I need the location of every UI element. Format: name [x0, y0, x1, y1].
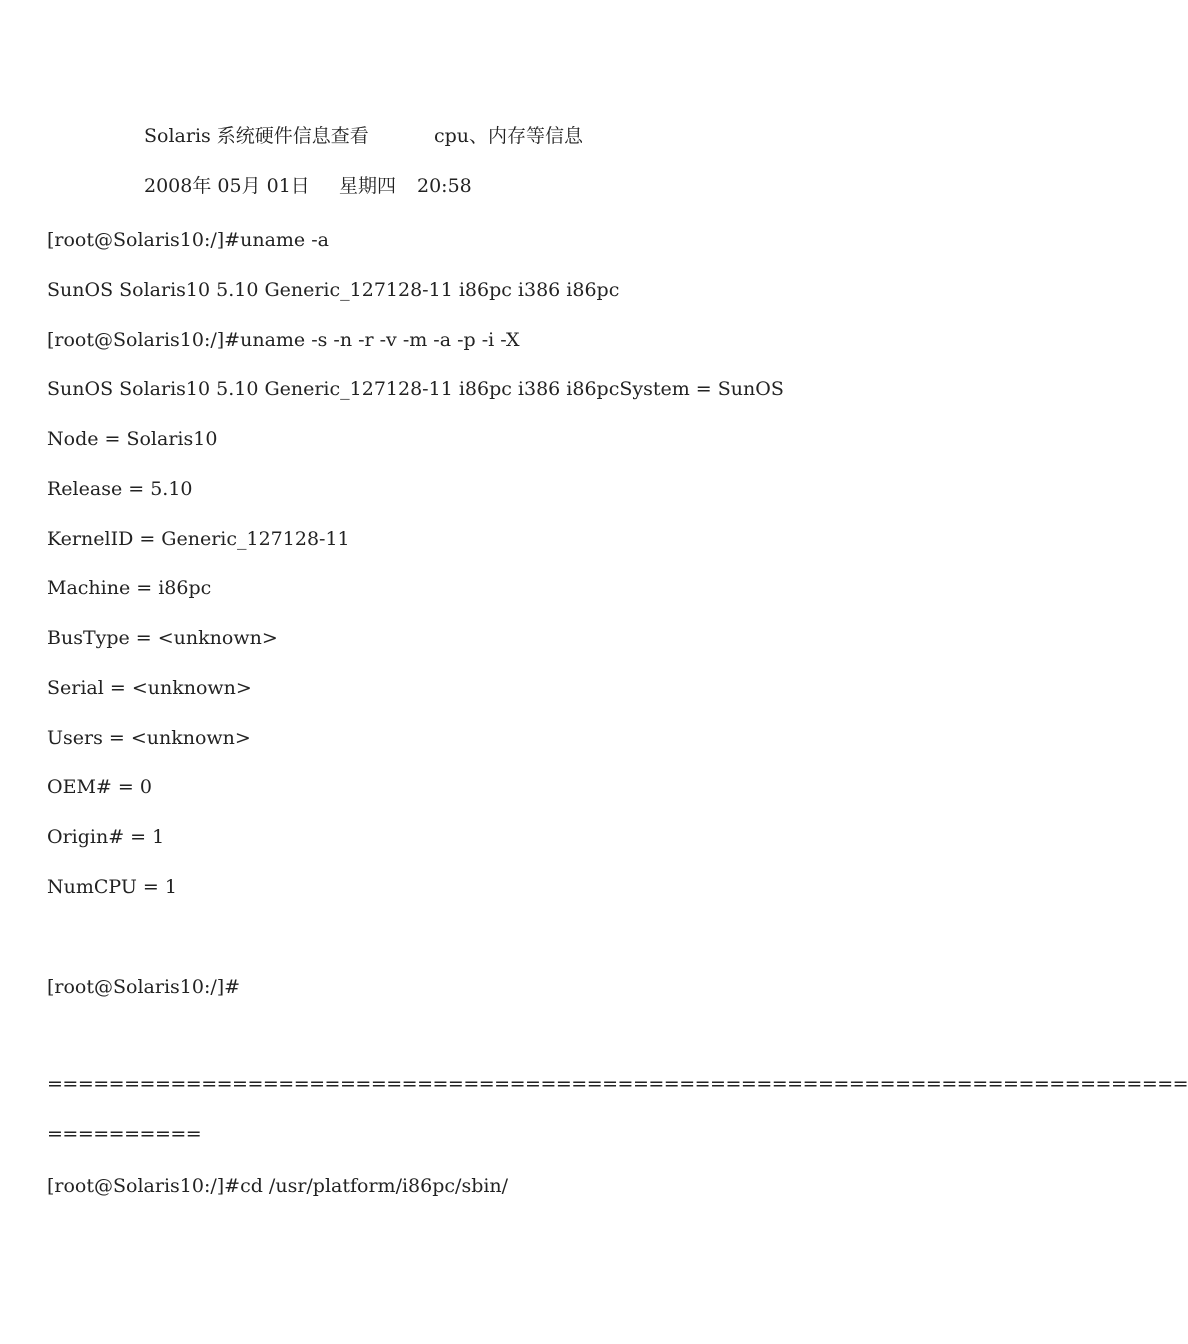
doc-title-right: cpu、内存等信息: [434, 125, 584, 147]
terminal-line: [root@Solaris10:/]#uname -a: [47, 229, 329, 251]
terminal-line: Release = 5.10: [47, 478, 193, 500]
terminal-line: SunOS Solaris10 5.10 Generic_127128-11 i86pc i386 i86pcSystem = SunOS: [47, 378, 784, 400]
terminal-prompt: [root@Solaris10:/]#: [47, 976, 241, 998]
terminal-line: SunOS Solaris10 5.10 Generic_127128-11 i86pc i386 i86pc: [47, 279, 620, 301]
separator-rule: ==========================================================================: [47, 1073, 1188, 1095]
terminal-line: Serial = <unknown>: [47, 677, 252, 699]
doc-time: 20:58: [417, 175, 472, 197]
terminal-line: Node = Solaris10: [47, 428, 218, 450]
terminal-line: [root@Solaris10:/]#uname -s -n -r -v -m -a -p -i -X: [47, 329, 520, 351]
terminal-line: BusType = <unknown>: [47, 627, 278, 649]
terminal-line: Origin# = 1: [47, 826, 165, 848]
terminal-command-cd: [root@Solaris10:/]#cd /usr/platform/i86pc/sbin/: [47, 1175, 509, 1197]
terminal-line: Users = <unknown>: [47, 727, 251, 749]
terminal-line: OEM# = 0: [47, 776, 152, 798]
terminal-line: Machine = i86pc: [47, 577, 212, 599]
doc-title-left: Solaris 系统硬件信息查看: [144, 125, 369, 147]
terminal-line: NumCPU = 1: [47, 876, 177, 898]
terminal-line: KernelID = Generic_127128-11: [47, 528, 350, 550]
separator-rule-continued: ==========: [47, 1123, 202, 1145]
doc-weekday: 星期四: [339, 175, 397, 197]
doc-date: 2008年 05月 01日: [144, 175, 310, 197]
